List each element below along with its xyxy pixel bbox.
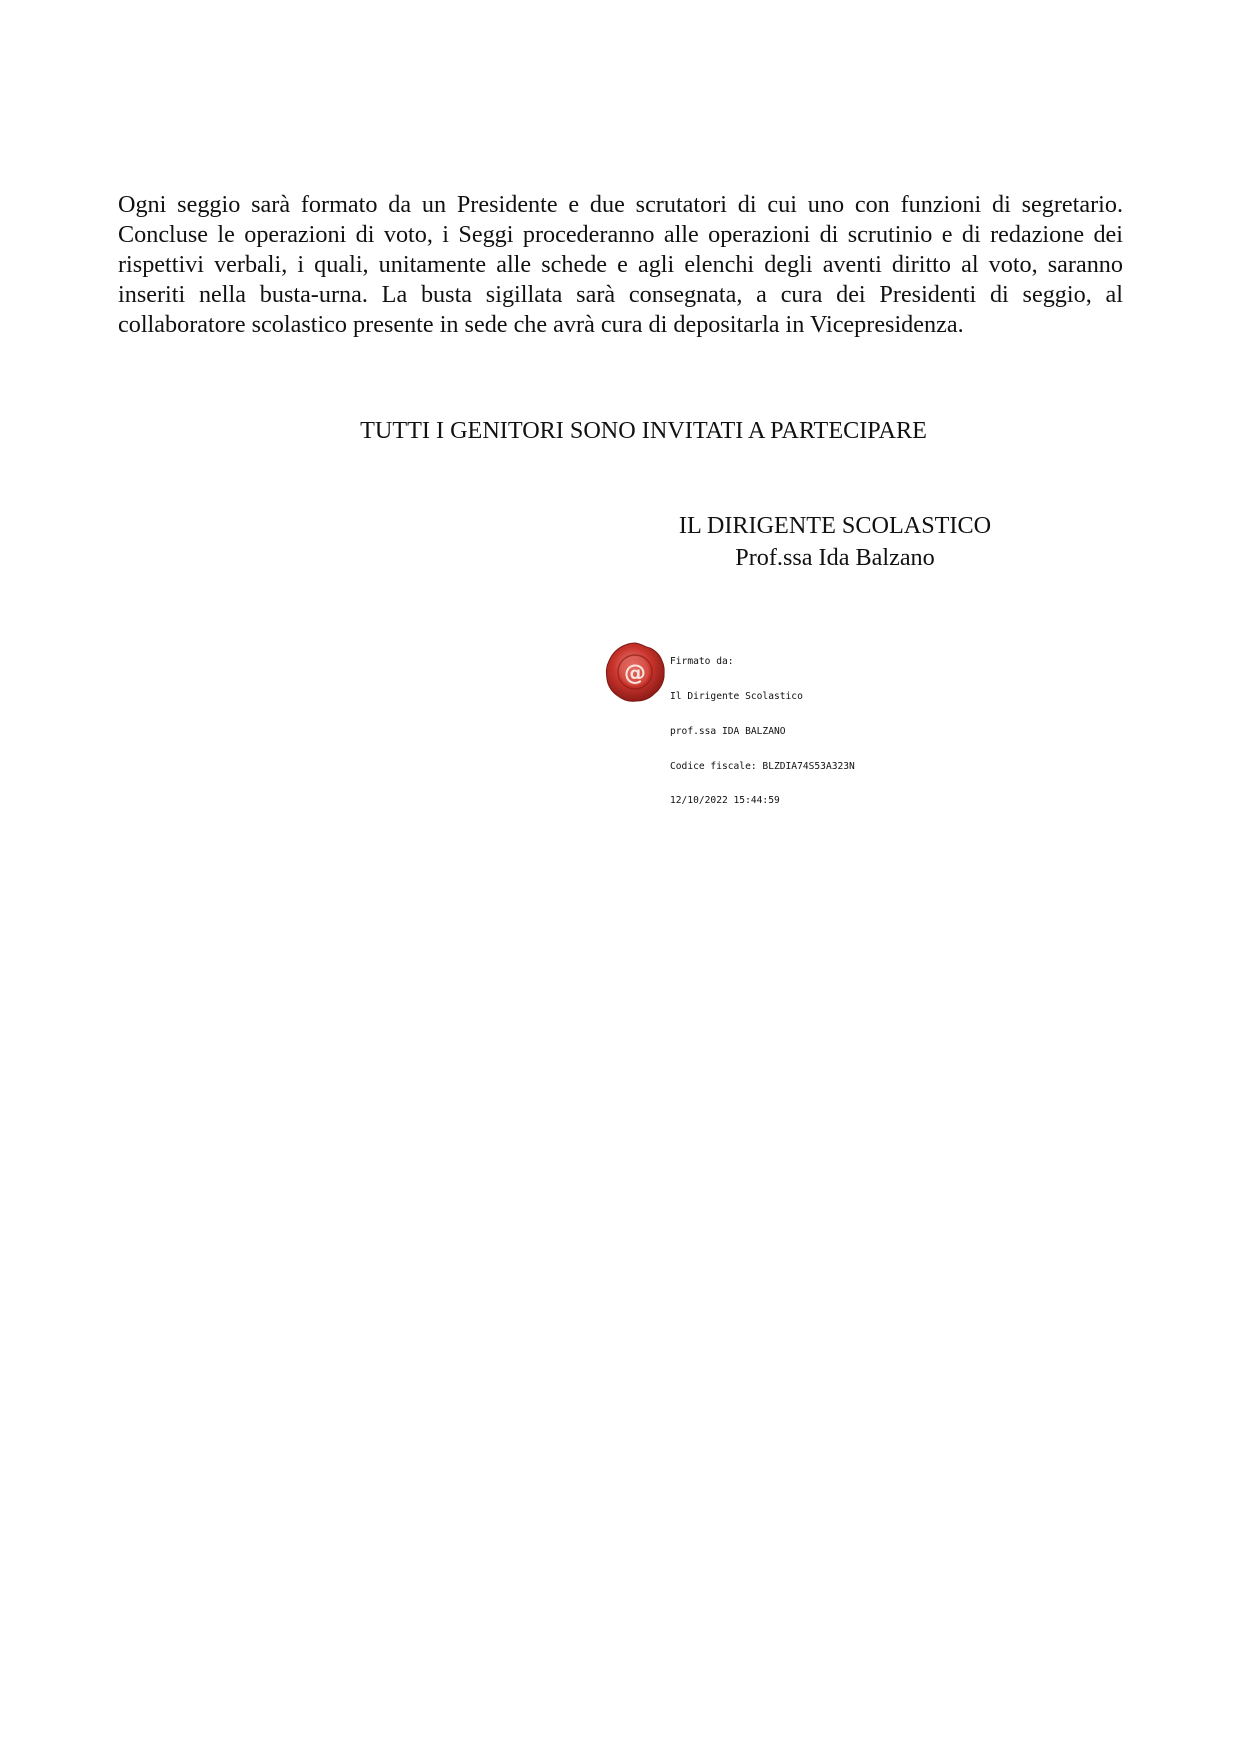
signature-name: prof.ssa IDA BALZANO [670,725,786,737]
signatory-role: IL DIRIGENTE SCOLASTICO [678,512,992,539]
svg-text:@: @ [624,661,646,686]
wax-seal-at-icon [604,641,666,703]
signature-role: Il Dirigente Scolastico [670,690,803,702]
signature-label: Firmato da: [670,656,734,668]
signature-timestamp: 12/10/2022 15:44:59 [670,795,780,807]
body-paragraph: Ogni seggio sarà formato da un Presidente e due scrutatori di cui uno con funzioni di segretario. Concluse le operazioni di voto, i Seggi procederanno alle operazioni di scrutinio e di redazione dei rispettivi verbali, i quali, unitamente alle schede e agli elenchi degli aventi diritto al voto, saranno inseriti nella busta-urna. La busta sigillata sarà consegnata, a cura dei Presidenti di seggio, al collaboratore scolastico presente in sede che avrà cura di depositarla in Vicepresidenza. [118,191,1123,338]
signature-details [670,633,855,830]
digital-signature-stamp [604,633,924,807]
signatory-name: Prof.ssa Ida Balzano [735,544,935,571]
invitation-heading: TUTTI I GENITORI SONO INVITATI A PARTECIPARE [360,417,927,444]
signature-block [640,510,1030,574]
signature-fiscal-code: Codice fiscale: BLZDIA74S53A323N [670,760,855,772]
